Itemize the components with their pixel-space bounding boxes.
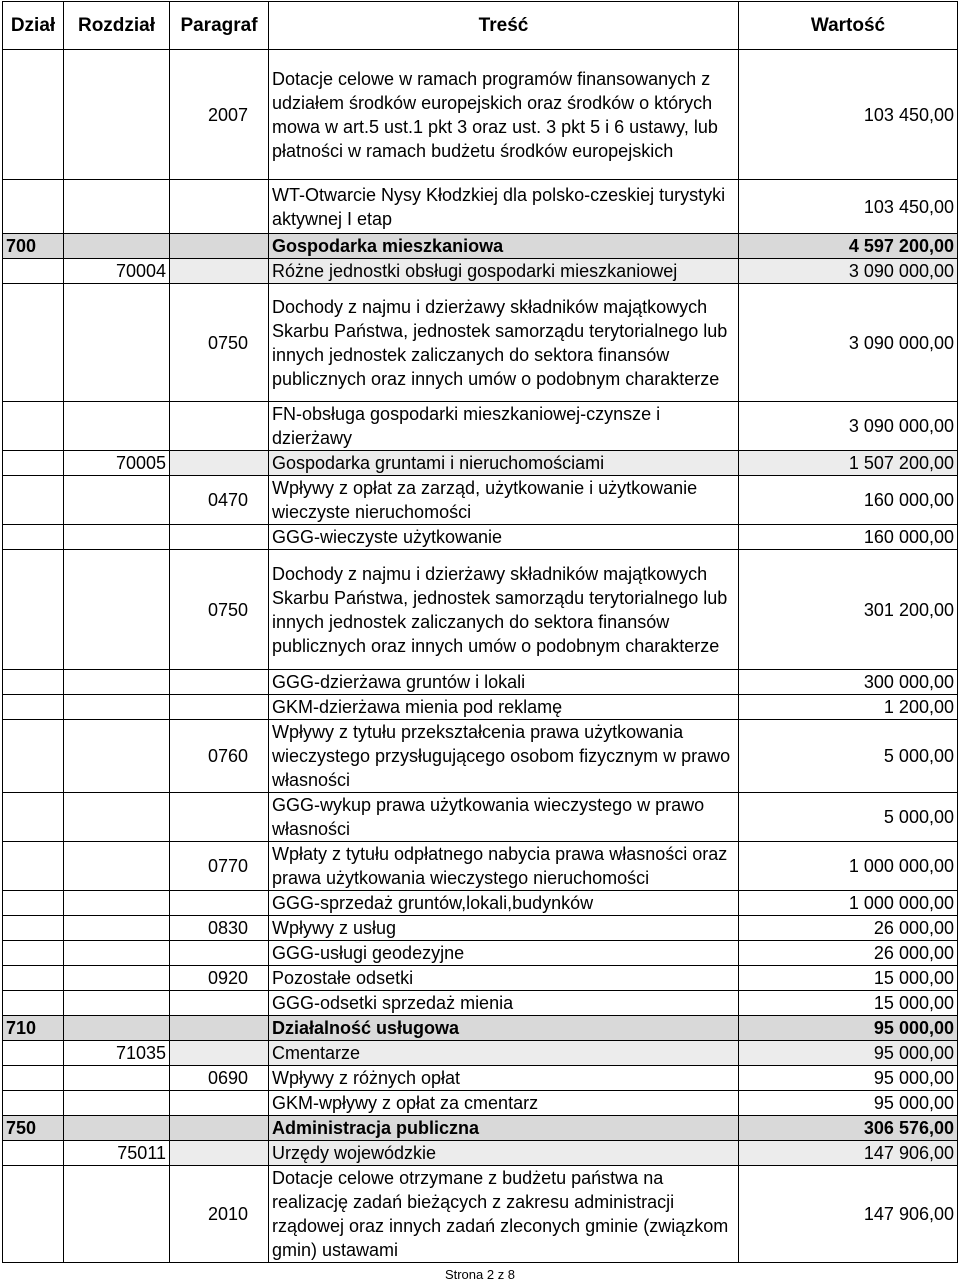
table-row [3, 525, 958, 550]
cell-tresc: Dochody z najmu i dzierżawy składników majątkowych Skarbu Państwa, jednostek samorządu terytorialnego lub innych jednostek zaliczanych do sektora finansów publicznych oraz innych umów o podobnym charakterze [269, 550, 739, 670]
cell-dzial [3, 1066, 64, 1091]
cell-paragraf: 0750 [170, 550, 269, 670]
cell-wartosc: 95 000,00 [739, 1041, 958, 1066]
cell-tresc: GGG-dzierżawa gruntów i lokali [269, 670, 739, 695]
cell-tresc: Pozostałe odsetki [269, 966, 739, 991]
cell-wartosc: 1 507 200,00 [739, 451, 958, 476]
cell-paragraf: 0830 [170, 916, 269, 941]
cell-paragraf [170, 525, 269, 550]
cell-wartosc: 147 906,00 [739, 1141, 958, 1166]
table-row [3, 916, 958, 941]
table-row [3, 180, 958, 234]
cell-tresc: GGG-odsetki sprzedaż mienia [269, 991, 739, 1016]
table-row [3, 991, 958, 1016]
cell-dzial [3, 842, 64, 891]
table-row [3, 1016, 958, 1041]
header-dzial: Dział [3, 2, 64, 50]
cell-tresc: GGG-wieczyste użytkowanie [269, 525, 739, 550]
cell-wartosc: 103 450,00 [739, 50, 958, 180]
cell-dzial [3, 941, 64, 966]
cell-wartosc: 95 000,00 [739, 1066, 958, 1091]
cell-paragraf: 0470 [170, 476, 269, 525]
table-row [3, 259, 958, 284]
cell-dzial [3, 1141, 64, 1166]
cell-dzial: 750 [3, 1116, 64, 1141]
cell-dzial [3, 180, 64, 234]
cell-paragraf [170, 1041, 269, 1066]
cell-rozdzial [64, 793, 170, 842]
cell-paragraf: 0770 [170, 842, 269, 891]
cell-rozdzial [64, 670, 170, 695]
cell-rozdzial [64, 1166, 170, 1263]
cell-rozdzial [64, 180, 170, 234]
cell-paragraf: 0750 [170, 284, 269, 402]
cell-wartosc: 26 000,00 [739, 941, 958, 966]
cell-wartosc: 95 000,00 [739, 1016, 958, 1041]
cell-rozdzial [64, 550, 170, 670]
cell-wartosc: 300 000,00 [739, 670, 958, 695]
cell-rozdzial [64, 891, 170, 916]
cell-paragraf [170, 670, 269, 695]
cell-dzial: 700 [3, 234, 64, 259]
cell-paragraf [170, 451, 269, 476]
table-row [3, 891, 958, 916]
cell-rozdzial [64, 525, 170, 550]
cell-paragraf [170, 1016, 269, 1041]
cell-dzial [3, 525, 64, 550]
cell-paragraf: 0920 [170, 966, 269, 991]
table-row [3, 402, 958, 451]
cell-paragraf [170, 695, 269, 720]
cell-dzial [3, 793, 64, 842]
table-row [3, 1066, 958, 1091]
table-row [3, 1041, 958, 1066]
cell-wartosc: 160 000,00 [739, 476, 958, 525]
cell-dzial [3, 670, 64, 695]
cell-tresc: Gospodarka mieszkaniowa [269, 234, 739, 259]
cell-wartosc: 301 200,00 [739, 550, 958, 670]
cell-tresc: Administracja publiczna [269, 1116, 739, 1141]
cell-rozdzial [64, 1066, 170, 1091]
cell-wartosc: 1 200,00 [739, 695, 958, 720]
table-row [3, 1166, 958, 1263]
header-tresc: Treść [269, 2, 739, 50]
cell-tresc: Wpływy z tytułu przekształcenia prawa użytkowania wieczystego przysługującego osobom fizycznym w prawo własności [269, 720, 739, 793]
cell-wartosc: 1 000 000,00 [739, 842, 958, 891]
cell-paragraf [170, 1116, 269, 1141]
cell-wartosc: 103 450,00 [739, 180, 958, 234]
cell-tresc: WT-Otwarcie Nysy Kłodzkiej dla polsko-czeskiej turystyki aktywnej I etap [269, 180, 739, 234]
cell-dzial [3, 476, 64, 525]
table-row [3, 451, 958, 476]
cell-tresc: Dotacje celowe w ramach programów finansowanych z udziałem środków europejskich oraz środków o których mowa w art.5 ust.1 pkt 3 oraz ust. 3 pkt 5 i 6 ustawy, lub płatności w ramach budżetu środków europejskich [269, 50, 739, 180]
cell-tresc: Dochody z najmu i dzierżawy składników majątkowych Skarbu Państwa, jednostek samorządu terytorialnego lub innych jednostek zaliczanych do sektora finansów publicznych oraz innych umów o podobnym charakterze [269, 284, 739, 402]
cell-dzial [3, 891, 64, 916]
cell-rozdzial [64, 966, 170, 991]
cell-dzial [3, 284, 64, 402]
cell-dzial [3, 695, 64, 720]
cell-tresc: Wpłaty z tytułu odpłatnego nabycia prawa własności oraz prawa użytkowania wieczystego nieruchomości [269, 842, 739, 891]
cell-wartosc: 15 000,00 [739, 991, 958, 1016]
cell-wartosc: 160 000,00 [739, 525, 958, 550]
cell-dzial [3, 1041, 64, 1066]
cell-paragraf [170, 793, 269, 842]
cell-tresc: Urzędy wojewódzkie [269, 1141, 739, 1166]
cell-tresc: Wpływy z usług [269, 916, 739, 941]
cell-paragraf: 2007 [170, 50, 269, 180]
cell-wartosc: 5 000,00 [739, 793, 958, 842]
cell-paragraf: 0760 [170, 720, 269, 793]
cell-rozdzial [64, 402, 170, 451]
cell-dzial: 710 [3, 1016, 64, 1041]
cell-wartosc: 306 576,00 [739, 1116, 958, 1141]
cell-rozdzial [64, 916, 170, 941]
header-paragraf: Paragraf [170, 2, 269, 50]
cell-paragraf: 0690 [170, 1066, 269, 1091]
cell-tresc: Różne jednostki obsługi gospodarki mieszkaniowej [269, 259, 739, 284]
cell-rozdzial: 70004 [64, 259, 170, 284]
cell-rozdzial [64, 476, 170, 525]
cell-rozdzial [64, 695, 170, 720]
cell-wartosc: 3 090 000,00 [739, 259, 958, 284]
cell-paragraf: 2010 [170, 1166, 269, 1263]
cell-rozdzial [64, 1091, 170, 1116]
cell-tresc: GGG-wykup prawa użytkowania wieczystego w prawo własności [269, 793, 739, 842]
cell-rozdzial [64, 1116, 170, 1141]
cell-paragraf [170, 941, 269, 966]
table-row [3, 284, 958, 402]
table-row [3, 234, 958, 259]
cell-rozdzial [64, 941, 170, 966]
table-row [3, 842, 958, 891]
cell-rozdzial [64, 234, 170, 259]
cell-dzial [3, 1091, 64, 1116]
cell-tresc: GKM-dzierżawa mienia pod reklamę [269, 695, 739, 720]
cell-rozdzial [64, 991, 170, 1016]
table-row [3, 50, 958, 180]
cell-paragraf [170, 891, 269, 916]
table-row [3, 476, 958, 525]
cell-tresc: FN-obsługa gospodarki mieszkaniowej-czynsze i dzierżawy [269, 402, 739, 451]
cell-paragraf [170, 1141, 269, 1166]
cell-rozdzial: 70005 [64, 451, 170, 476]
cell-wartosc: 15 000,00 [739, 966, 958, 991]
table-body [3, 50, 958, 1263]
cell-rozdzial: 71035 [64, 1041, 170, 1066]
cell-tresc: GKM-wpływy z opłat za cmentarz [269, 1091, 739, 1116]
cell-wartosc: 95 000,00 [739, 1091, 958, 1116]
cell-wartosc: 1 000 000,00 [739, 891, 958, 916]
table-row [3, 941, 958, 966]
table-row [3, 793, 958, 842]
cell-dzial [3, 402, 64, 451]
table-row [3, 966, 958, 991]
cell-rozdzial [64, 284, 170, 402]
cell-paragraf [170, 402, 269, 451]
table-row [3, 695, 958, 720]
cell-tresc: Gospodarka gruntami i nieruchomościami [269, 451, 739, 476]
table-row [3, 1116, 958, 1141]
cell-tresc: Wpływy z różnych opłat [269, 1066, 739, 1091]
cell-paragraf [170, 1091, 269, 1116]
cell-rozdzial [64, 1016, 170, 1041]
cell-rozdzial [64, 720, 170, 793]
header-wartosc: Wartość [739, 2, 958, 50]
cell-dzial [3, 50, 64, 180]
cell-dzial [3, 916, 64, 941]
cell-wartosc: 3 090 000,00 [739, 284, 958, 402]
cell-wartosc: 4 597 200,00 [739, 234, 958, 259]
table-row [3, 720, 958, 793]
cell-tresc: GGG-usługi geodezyjne [269, 941, 739, 966]
cell-dzial [3, 259, 64, 284]
cell-wartosc: 147 906,00 [739, 1166, 958, 1263]
cell-paragraf [170, 991, 269, 1016]
cell-tresc: Cmentarze [269, 1041, 739, 1066]
cell-rozdzial [64, 842, 170, 891]
table-row [3, 550, 958, 670]
cell-tresc: Wpływy z opłat za zarząd, użytkowanie i użytkowanie wieczyste nieruchomości [269, 476, 739, 525]
table-header [3, 2, 958, 50]
page-footer: Strona 2 z 8 [444, 1267, 516, 1282]
cell-paragraf [170, 234, 269, 259]
cell-paragraf [170, 259, 269, 284]
cell-tresc: Dotacje celowe otrzymane z budżetu państwa na realizację zadań bieżących z zakresu administracji rządowej oraz innych zadań zleconych gminie (związkom gmin) ustawami [269, 1166, 739, 1263]
cell-wartosc: 5 000,00 [739, 720, 958, 793]
cell-dzial [3, 720, 64, 793]
cell-wartosc: 3 090 000,00 [739, 402, 958, 451]
cell-dzial [3, 550, 64, 670]
table-row [3, 1141, 958, 1166]
cell-wartosc: 26 000,00 [739, 916, 958, 941]
cell-dzial [3, 991, 64, 1016]
cell-rozdzial: 75011 [64, 1141, 170, 1166]
budget-table [2, 1, 958, 1263]
cell-dzial [3, 1166, 64, 1263]
cell-dzial [3, 966, 64, 991]
header-rozdzial: Rozdział [64, 2, 170, 50]
cell-tresc: Działalność usługowa [269, 1016, 739, 1041]
table-row [3, 670, 958, 695]
cell-rozdzial [64, 50, 170, 180]
cell-paragraf [170, 180, 269, 234]
cell-tresc: GGG-sprzedaż gruntów,lokali,budynków [269, 891, 739, 916]
table-row [3, 1091, 958, 1116]
cell-dzial [3, 451, 64, 476]
